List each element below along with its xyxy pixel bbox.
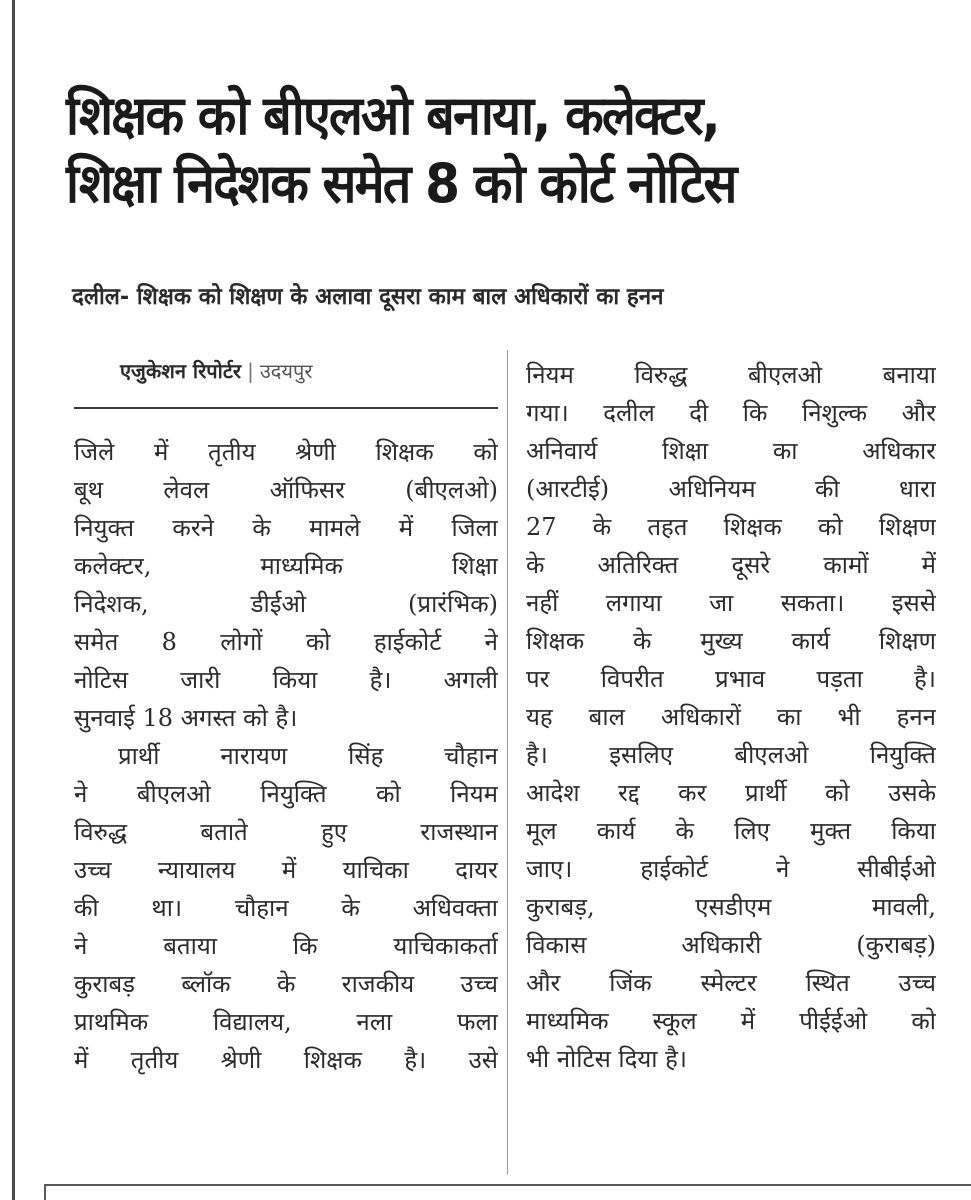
body-line: विरुद्ध बताते हुए राजस्थान: [74, 818, 498, 846]
body-line: अनिवार्य शिक्षा का अधिकार: [526, 437, 936, 465]
body-line: जिले में तृतीय श्रेणी शिक्षक को: [74, 438, 498, 466]
body-line: नियुक्त करने के मामले में जिला: [74, 514, 498, 542]
body-line: है। इसलिए बीएलओ नियुक्ति: [526, 741, 936, 769]
byline-city: उदयपुर: [259, 359, 313, 383]
body-line: 27 के तहत शिक्षक को शिक्षण: [526, 513, 936, 541]
body-line: बूथ लेवल ऑफिसर (बीएलओ): [74, 476, 498, 504]
body-line: सुनवाई 18 अगस्त को है।: [74, 704, 298, 732]
body-line: में तृतीय श्रेणी शिक्षक है। उसे: [74, 1046, 498, 1074]
body-line: मूल कार्य के लिए मुक्त किया: [526, 817, 936, 845]
body-line: उच्च न्यायालय में याचिका दायर: [74, 856, 498, 884]
next-article-border: [44, 1184, 971, 1200]
body-line: (आरटीई) अधिनियम की धारा: [526, 475, 936, 503]
body-line: आदेश रद्द कर प्रार्थी को उसके: [526, 779, 936, 807]
body-line: शिक्षक के मुख्य कार्य शिक्षण: [526, 627, 936, 655]
body-line: प्रार्थी नारायण सिंह चौहान: [118, 742, 498, 770]
byline: [120, 356, 313, 386]
body-line: ने बताया कि याचिकाकर्ता: [74, 932, 498, 960]
byline-divider: [74, 407, 498, 409]
byline-separator: |: [247, 359, 254, 383]
body-line: कुराबड़ ब्लॉक के राजकीय उच्च: [74, 970, 498, 998]
headline: [66, 82, 956, 218]
body-line: यह बाल अधिकारों का भी हनन: [526, 703, 936, 731]
byline-author: एजुकेशन रिपोर्टर: [120, 359, 242, 383]
body-line: माध्यमिक स्कूल में पीईईओ को: [526, 1007, 936, 1035]
body-line: समेत 8 लोगों को हाईकोर्ट ने: [74, 628, 498, 656]
body-line: जाए। हाईकोर्ट ने सीबीईओ: [526, 855, 936, 883]
page-edge-rule: [12, 0, 15, 1200]
body-line: कुराबड़, एसडीएम मावली,: [526, 893, 936, 921]
body-line: भी नोटिस दिया है।: [526, 1045, 687, 1073]
body-line: गया। दलील दी कि निशुल्क और: [526, 399, 936, 427]
body-line: नहीं लगाया जा सकता। इससे: [526, 589, 936, 617]
body-line: प्राथमिक विद्यालय, नला फला: [74, 1008, 498, 1036]
body-line: के अतिरिक्त दूसरे कामों में: [526, 551, 936, 579]
column-divider: [507, 350, 508, 1175]
body-line: ने बीएलओ नियुक्ति को नियम: [74, 780, 498, 808]
body-line: कलेक्टर, माध्यमिक शिक्षा: [74, 552, 498, 580]
headline-line-1: शिक्षक को बीएलओ बनाया, कलेक्टर,: [66, 84, 719, 147]
article-column-left: [74, 433, 498, 1079]
headline-line-2: शिक्षा निदेशक समेत 8 को कोर्ट नोटिस: [66, 152, 736, 215]
body-line: विकास अधिकारी (कुराबड़): [526, 931, 936, 959]
body-line: निदेशक, डीईओ (प्रारंभिक): [74, 590, 498, 618]
article-column-right: [526, 356, 936, 1078]
body-line: पर विपरीत प्रभाव पड़ता है।: [526, 665, 936, 693]
subhead: दलील- शिक्षक को शिक्षण के अलावा दूसरा काम बाल अधिकारों का हनन: [72, 284, 664, 310]
body-line: की था। चौहान के अधिवक्ता: [74, 894, 498, 922]
body-line: नोटिस जारी किया है। अगली: [74, 666, 498, 694]
body-line: और जिंक स्मेल्टर स्थित उच्च: [526, 969, 936, 997]
body-line: नियम विरुद्ध बीएलओ बनाया: [526, 361, 936, 389]
